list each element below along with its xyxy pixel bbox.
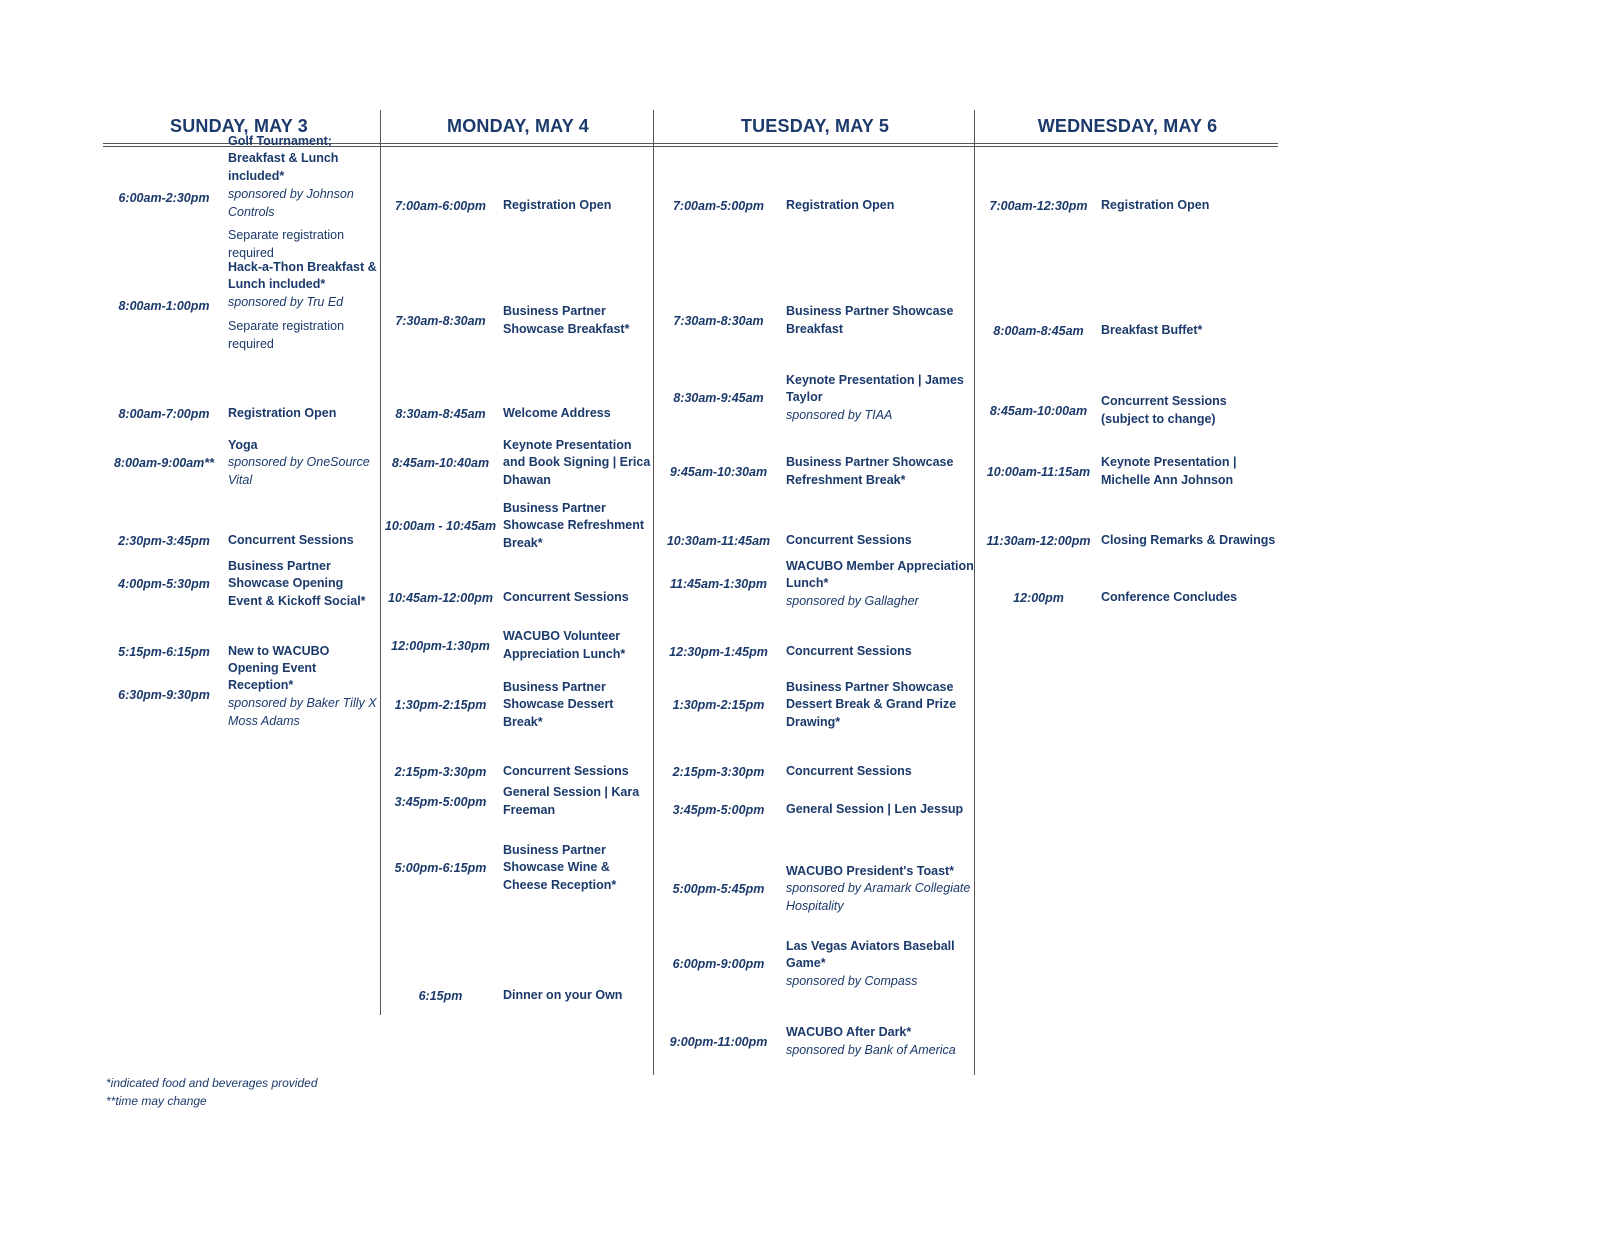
wednesday-time-1: 8:00am-8:45am: [993, 324, 1084, 338]
tuesday-time-7: 1:30pm-2:15pm: [672, 698, 765, 712]
sunday-time-5: 4:00pm-5:30pm: [118, 577, 210, 591]
monday-time-8: 2:15pm-3:30pm: [394, 765, 487, 779]
event-title: Business Partner Showcase Breakfast*: [503, 304, 630, 336]
monday-event-9: [503, 784, 651, 820]
tuesday-event-6: [786, 643, 974, 661]
event-title: Concurrent Sessions: [503, 764, 629, 778]
event-title: Registration Open: [786, 198, 895, 212]
tuesday-time-5: 11:45am-1:30pm: [669, 577, 768, 591]
event-sponsor: sponsored by Tru Ed: [228, 295, 344, 310]
wednesday-event-0: [1101, 197, 1277, 215]
wednesday-event-3: [1101, 454, 1277, 490]
sunday-time-4: 2:30pm-3:45pm: [118, 534, 210, 548]
event-sponsor: sponsored by Compass: [786, 974, 918, 989]
event-title: Conference Concludes: [1101, 590, 1238, 604]
monday-time-0: 7:00am-6:00pm: [394, 199, 486, 213]
event-title: Dinner on your Own: [503, 988, 623, 1002]
monday-time-2: 8:30am-8:45am: [395, 407, 486, 421]
tuesday-event-0: [786, 197, 974, 215]
tuesday-event-5: [786, 558, 974, 611]
event-sponsor: sponsored by Gallagher: [786, 594, 919, 609]
sunday-time-0: 6:00am-2:30pm: [118, 191, 210, 205]
tuesday-event-7: [786, 679, 974, 732]
event-title: Business Partner Showcase Breakfast: [786, 304, 954, 336]
event-title: Concurrent Sessions (subject to change): [1101, 394, 1227, 426]
footnote-food: *indicated food and beverages provided: [106, 1076, 318, 1090]
event-title: Yoga: [228, 437, 258, 452]
tuesday-time-0: 7:00am-5:00pm: [672, 199, 764, 213]
tuesday-time-8: 2:15pm-3:30pm: [672, 765, 765, 779]
sunday-event-6: [228, 643, 380, 661]
tuesday-event-12: [786, 1024, 974, 1060]
tuesday-event-4: [786, 532, 974, 550]
tuesday-event-1: [786, 303, 974, 339]
event-title: Keynote Presentation and Book Signing | Erica Dhawan: [503, 437, 651, 488]
sunday-time-1: 8:00am-1:00pm: [118, 299, 210, 313]
monday-time-9: 3:45pm-5:00pm: [394, 795, 487, 809]
tuesday-time-2: 8:30am-9:45am: [673, 391, 764, 405]
tuesday-time-4: 10:30am-11:45am: [666, 534, 771, 548]
monday-time-1: 7:30am-8:30am: [395, 314, 486, 328]
sunday-event-1: [228, 259, 380, 354]
event-title: Concurrent Sessions: [786, 644, 912, 658]
event-title: Opening Event Reception*: [228, 660, 317, 693]
event-title: Welcome Address: [503, 406, 611, 420]
monday-time-11: 6:15pm: [418, 989, 463, 1003]
event-title: WACUBO Member Appreciation Lunch*: [786, 558, 974, 591]
event-title: Business Partner Showcase Wine & Cheese Reception*: [503, 842, 617, 893]
event-title: Keynote Presentation | Michelle Ann Johnson: [1101, 455, 1237, 487]
day-header-monday: MONDAY, MAY 4: [447, 116, 589, 136]
event-title: Las Vegas Aviators Baseball Game*: [786, 938, 955, 971]
sunday-event-5: [228, 558, 380, 611]
event-title: Concurrent Sessions: [786, 533, 912, 547]
event-note: Separate registration required: [228, 228, 345, 261]
monday-event-4: [503, 500, 651, 553]
event-title: New to WACUBO: [228, 644, 330, 658]
event-title: Concurrent Sessions: [503, 590, 629, 604]
wednesday-event-2: [1101, 393, 1277, 429]
event-title: Business Partner Showcase Dessert Break & Grand Prize Drawing*: [786, 679, 957, 730]
event-title: Closing Remarks & Drawings: [1101, 533, 1276, 547]
event-title: Breakfast Buffet*: [1101, 323, 1203, 337]
event-title: General Session | Len Jessup: [786, 802, 964, 816]
tuesday-event-8: [786, 763, 974, 781]
tuesday-event-10: [786, 863, 974, 916]
event-title: Golf Tournament; Breakfast & Lunch included*: [228, 133, 339, 184]
event-sponsor: sponsored by TIAA: [786, 408, 893, 423]
tuesday-time-3: 9:45am-10:30am: [669, 465, 768, 479]
event-title: Registration Open: [1101, 198, 1210, 212]
tuesday-time-9: 3:45pm-5:00pm: [672, 803, 765, 817]
wednesday-time-3: 10:00am-11:15am: [986, 465, 1091, 479]
event-title: Registration Open: [503, 198, 612, 212]
event-title: Business Partner Showcase Refreshment Break*: [786, 455, 954, 487]
monday-event-2: [503, 405, 651, 423]
event-title: Keynote Presentation | James Taylor: [786, 372, 964, 405]
sunday-time-6: 5:15pm-6:15pm: [118, 645, 210, 659]
wednesday-time-0: 7:00am-12:30pm: [989, 199, 1088, 213]
monday-event-7: [503, 679, 651, 732]
monday-event-6: [503, 628, 651, 664]
column-divider-mon-tue: [653, 110, 654, 1075]
tuesday-event-2: [786, 372, 974, 425]
event-sponsor: sponsored by Bank of America: [786, 1042, 956, 1057]
event-sponsor: sponsored by OneSource Vital: [228, 455, 370, 488]
tuesday-time-11: 6:00pm-9:00pm: [672, 957, 765, 971]
monday-time-4: 10:00am - 10:45am: [384, 519, 497, 533]
day-header-sunday: SUNDAY, MAY 3: [170, 116, 308, 136]
wednesday-event-5: [1101, 589, 1277, 607]
footnote-time-change: **time may change: [106, 1094, 207, 1108]
monday-time-10: 5:00pm-6:15pm: [394, 861, 487, 875]
monday-event-11: [503, 987, 651, 1005]
monday-time-7: 1:30pm-2:15pm: [394, 698, 487, 712]
monday-time-5: 10:45am-12:00pm: [388, 591, 493, 605]
event-title: Business Partner Showcase Opening Event & Kickoff Social*: [228, 558, 366, 609]
sunday-event-2: [228, 405, 380, 423]
event-note: Separate registration required: [228, 318, 345, 351]
event-sponsor: sponsored by Baker Tilly X Moss Adams: [228, 696, 377, 728]
sunday-event-3: [228, 437, 380, 490]
wednesday-event-1: [1101, 322, 1277, 340]
day-header-tuesday: TUESDAY, MAY 5: [740, 116, 890, 136]
tuesday-event-3: [786, 454, 974, 490]
monday-event-8: [503, 763, 651, 781]
sunday-time-3: 8:00am-9:00am**: [113, 456, 215, 470]
event-sponsor: sponsored by Johnson Controls: [228, 186, 354, 219]
sunday-time-7: 6:30pm-9:30pm: [118, 688, 210, 702]
sunday-event-0: [228, 133, 380, 264]
tuesday-event-9: [786, 801, 974, 819]
monday-time-6: 12:00pm-1:30pm: [391, 639, 490, 653]
sunday-time-2: 8:00am-7:00pm: [118, 407, 210, 421]
monday-event-1: [503, 303, 651, 339]
event-title: Business Partner Showcase Refreshment Break*: [503, 500, 645, 551]
sunday-event-7: [228, 660, 380, 731]
column-divider-sun-mon: [380, 110, 381, 1015]
event-title: WACUBO Volunteer Appreciation Lunch*: [503, 629, 626, 661]
tuesday-event-11: [786, 938, 974, 991]
event-title: Registration Open: [228, 406, 337, 420]
tuesday-time-1: 7:30am-8:30am: [673, 314, 764, 328]
event-title: Concurrent Sessions: [228, 533, 354, 547]
monday-event-10: [503, 842, 651, 895]
tuesday-time-6: 12:30pm-1:45pm: [669, 645, 768, 659]
monday-event-5: [503, 589, 651, 607]
wednesday-time-5: 12:00pm: [1013, 591, 1064, 605]
monday-event-0: [503, 197, 651, 215]
event-title: Business Partner Showcase Dessert Break*: [503, 679, 614, 730]
day-header-wednesday: WEDNESDAY, MAY 6: [1037, 116, 1218, 136]
tuesday-time-12: 9:00pm-11:00pm: [669, 1035, 768, 1049]
wednesday-time-4: 11:30am-12:00pm: [986, 534, 1091, 548]
event-title: Hack-a-Thon Breakfast & Lunch included*: [228, 259, 377, 292]
column-divider-tue-wed: [974, 110, 975, 1075]
monday-event-3: [503, 437, 651, 490]
wednesday-event-4: [1101, 532, 1277, 550]
sunday-event-4: [228, 532, 380, 550]
event-title: General Session | Kara Freeman: [503, 785, 640, 817]
event-sponsor: sponsored by Aramark Collegiate Hospitality: [786, 881, 971, 914]
tuesday-time-10: 5:00pm-5:45pm: [672, 882, 765, 896]
monday-time-3: 8:45am-10:40am: [391, 456, 490, 470]
event-title: WACUBO President's Toast*: [786, 863, 955, 878]
wednesday-time-2: 8:45am-10:00am: [989, 404, 1088, 418]
event-title: Concurrent Sessions: [786, 764, 912, 778]
event-title: WACUBO After Dark*: [786, 1025, 912, 1039]
